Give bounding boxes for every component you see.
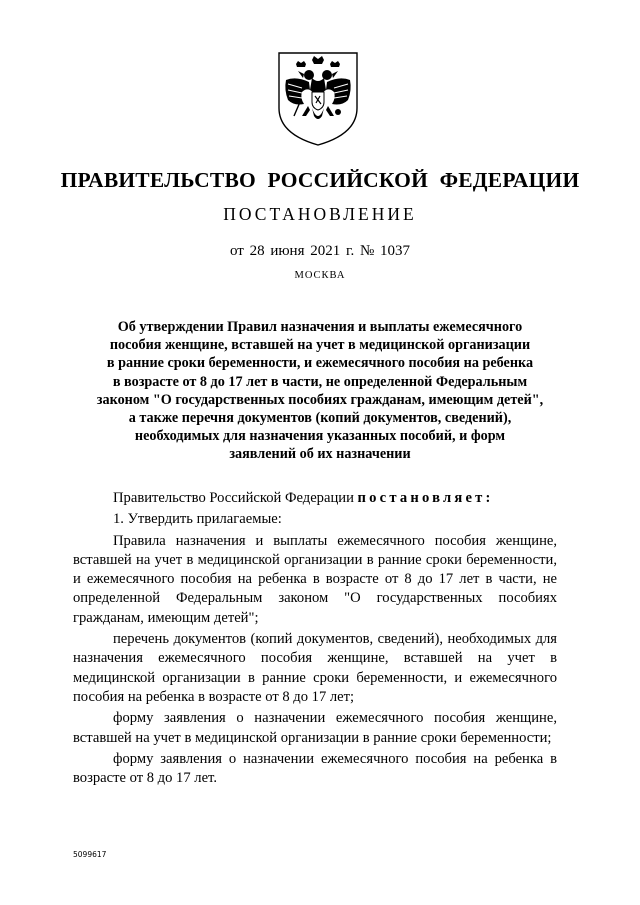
item-1-paragraph: 1. Утвердить прилагаемые: [113, 511, 282, 528]
title-line: в возрасте от 8 до 17 лет в части, не определенной Федеральным [112, 373, 528, 390]
document-date-number: от 28 июня 2021 г. № 1037 [229, 243, 411, 259]
title-line: а также перечня документов (копий документов, сведений), [128, 410, 512, 427]
coat-of-arms-icon [276, 50, 360, 148]
document-code: 5099617 [73, 850, 107, 859]
application-form-child-paragraph: форму заявления о назначении ежемесячного пособия на ребенка в возрасте от 8 до 17 лет. [73, 750, 557, 787]
title-line: Об утверждении Правил назначения и выплаты ежемесячного [117, 319, 523, 335]
title-line: заявлений об их назначении [229, 446, 411, 463]
application-form-women-paragraph: форму заявления о назначении ежемесячного пособия женщине, вставшей на учет в медицинской организации в ранние сроки беременности; [73, 710, 557, 746]
intro-decree-word: постановляет: [357, 490, 494, 506]
title-line: в ранние сроки беременности, и ежемесячного пособия на ребенка [106, 355, 534, 372]
title-line: законом "О государственных пособиях гражданам, имеющим детей", [96, 391, 544, 408]
document-body [73, 489, 557, 790]
documents-list-paragraph: перечень документов (копий документов, сведений), необходимых для назначения ежемесячного пособия женщине, вставшей на учет в медицинской организации в ранние сроки беременности, и ежемесячного пособия на ребенка в возрасте от 8 до 17 лет; [73, 631, 557, 705]
document-city: МОСКВА [294, 270, 346, 281]
document-title [60, 318, 580, 464]
intro-paragraph [73, 489, 557, 508]
title-line: необходимых для назначения указанных пособий, и форм [134, 428, 506, 445]
rules-paragraph: Правила назначения и выплаты ежемесячного пособия женщине, вставшей на учет в медицинской организации в ранние сроки беременности, и ежемесячного пособия на ребенка в возрасте от 8 до 17 лет в части, не определенной Федеральным законом "О государственных пособиях гражданам, имеющим детей"; [73, 532, 557, 626]
title-line: пособия женщине, вставшей на учет в медицинской организации [109, 337, 531, 354]
document-type: ПОСТАНОВЛЕНИЕ [223, 204, 417, 224]
intro-prefix: Правительство Российской Федерации [113, 490, 354, 506]
government-name: ПРАВИТЕЛЬСТВО РОССИЙСКОЙ ФЕДЕРАЦИИ [60, 168, 580, 192]
